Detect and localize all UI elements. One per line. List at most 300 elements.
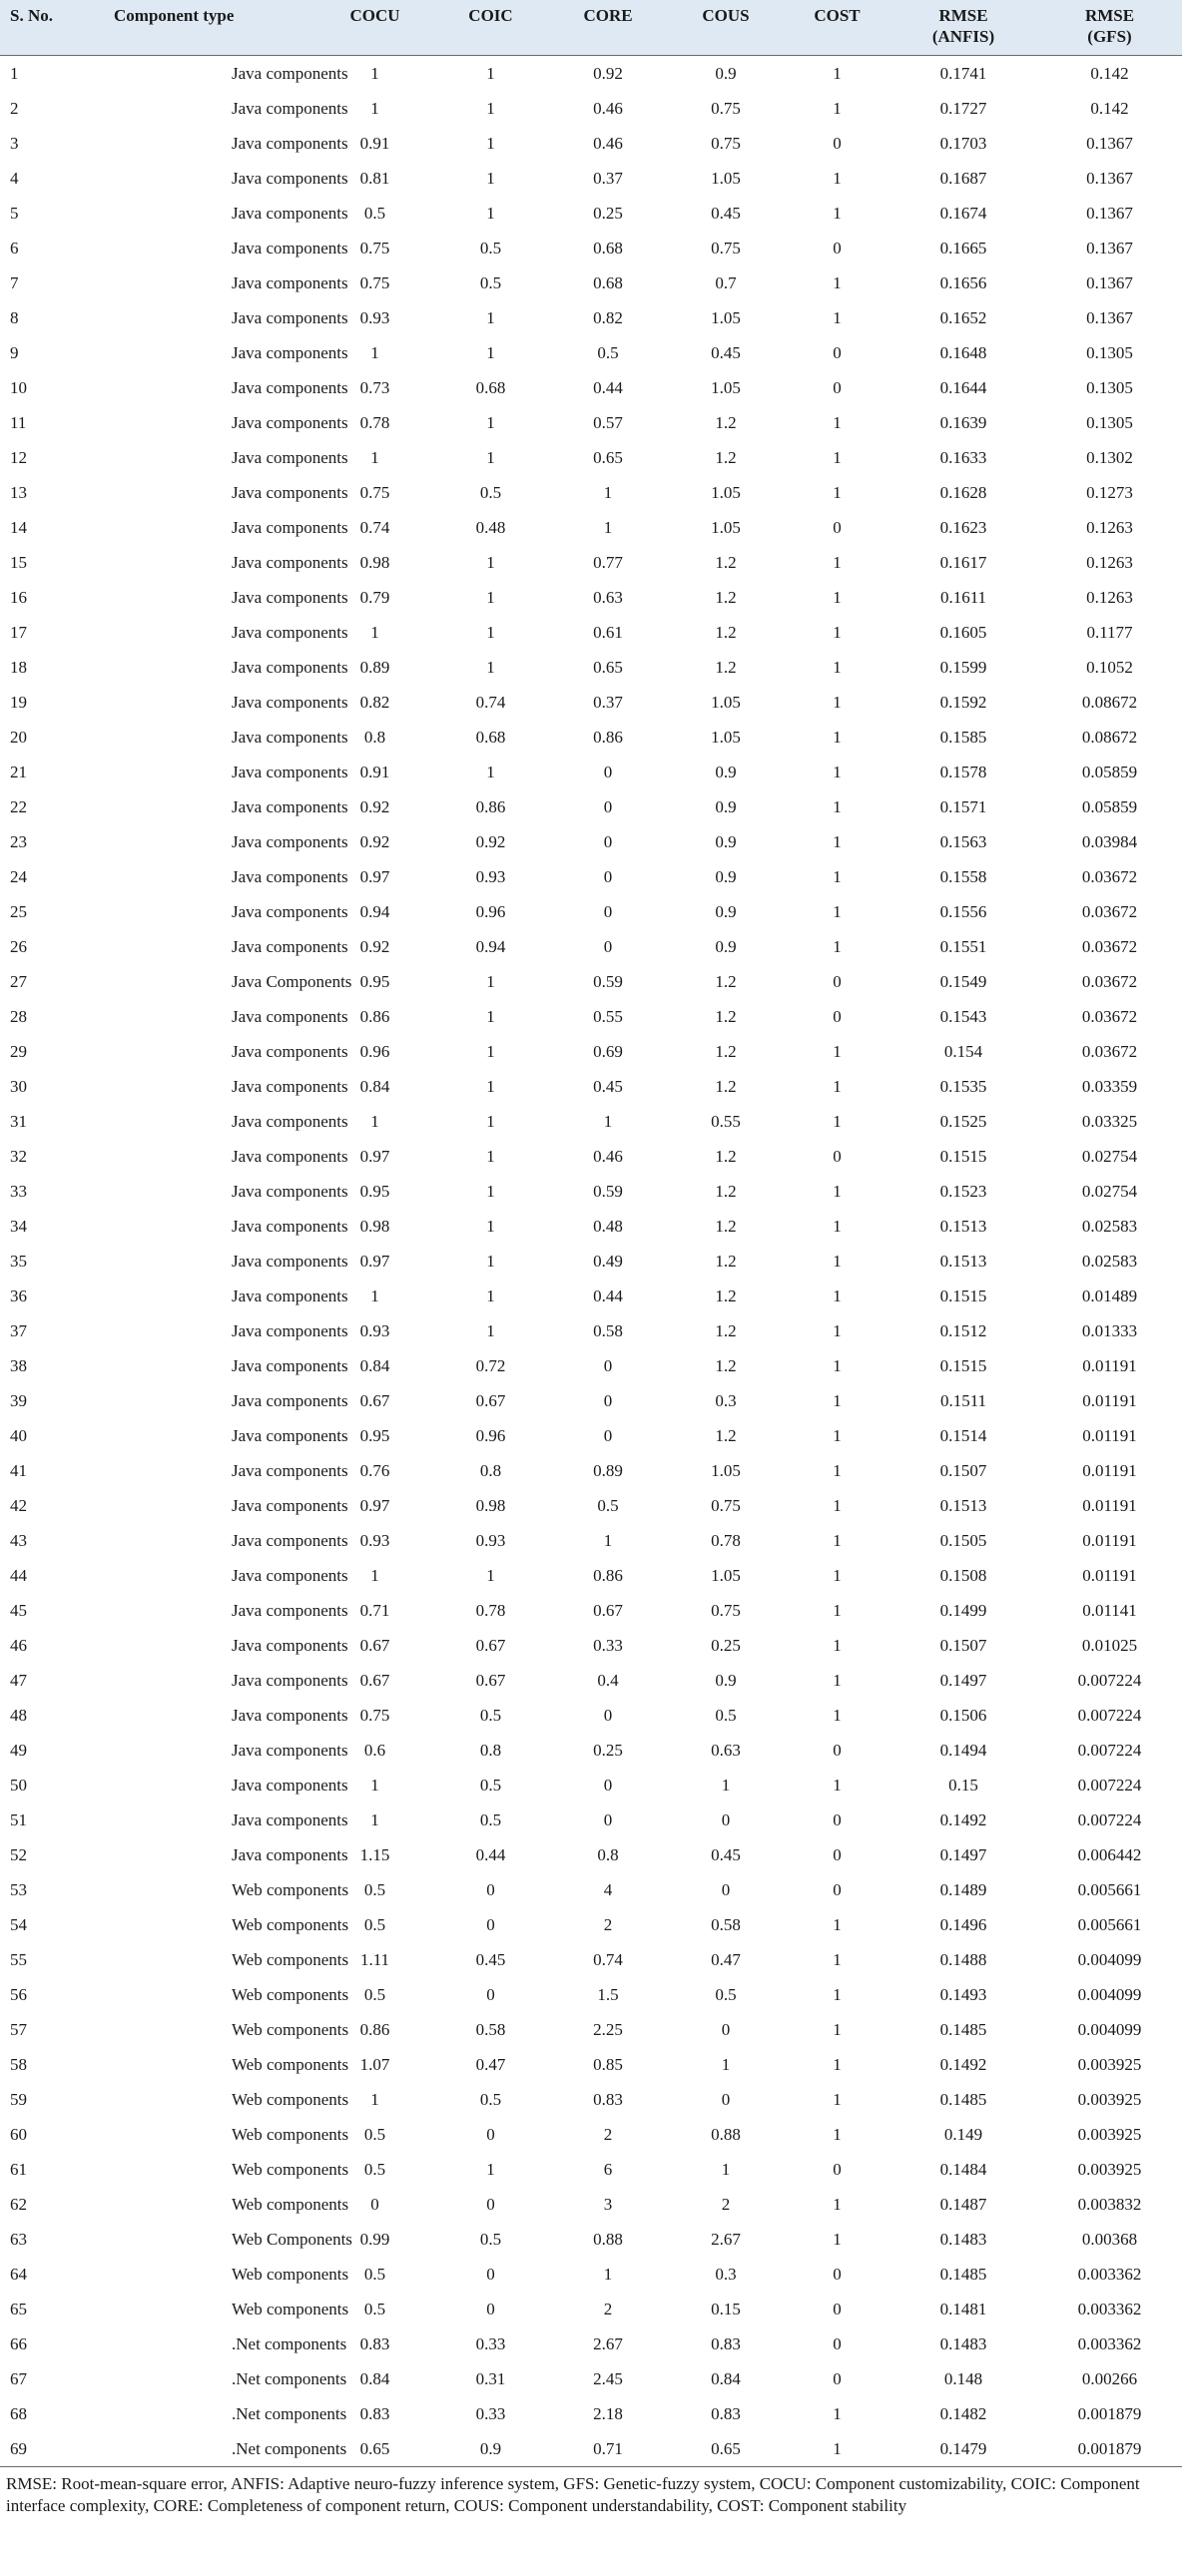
cell-type: .Net components: [232, 2333, 347, 2353]
cell-coic: 1: [486, 1076, 495, 1096]
cell-sno: 54: [10, 1914, 27, 1934]
cell-type: Java components: [232, 1565, 348, 1585]
cell-rmse-gfs: 0.1305: [1086, 412, 1133, 432]
cell-core: 0.46: [593, 98, 623, 118]
cell-rmse-gfs: 0.05859: [1081, 762, 1138, 781]
cell-coic: 0: [486, 1984, 495, 2004]
cell-type: Java components: [232, 1146, 348, 1166]
cell-type: Web components: [232, 2019, 349, 2039]
cell-type: Java components: [232, 1320, 348, 1340]
cell-coic: 1: [486, 1111, 495, 1131]
cell-rmse-gfs: 0.1305: [1086, 377, 1133, 397]
cell-type: .Net components: [110, 2431, 317, 2467]
cell-cost: 1: [833, 587, 842, 607]
cell-type: Java components: [232, 272, 348, 292]
table-row: [0, 510, 1182, 545]
cell-cocu: 0.93: [359, 1530, 390, 1550]
table-row: [0, 1872, 1182, 1907]
cell-rmse-anfis: 0.1611: [939, 587, 987, 607]
cell-sno: 13: [10, 482, 27, 502]
cell-cous: 0.9: [715, 762, 737, 781]
cell-rmse-anfis: 0.1513: [939, 1216, 987, 1236]
cell-sno: 7: [10, 272, 19, 292]
cell-type: Java components: [232, 1740, 348, 1760]
cell-cous: 0.45: [711, 342, 741, 362]
cell-core: 0.65: [593, 657, 623, 677]
cell-rmse-anfis: 0.1543: [939, 1006, 987, 1026]
cell-cost: 1: [833, 901, 842, 921]
cell-cost: 1: [833, 762, 842, 781]
table-row: [0, 91, 1182, 126]
cell-rmse-anfis: 0.1496: [939, 1914, 987, 1934]
cell-coic: 1: [486, 342, 495, 362]
cell-rmse-gfs: 0.02583: [1081, 1216, 1138, 1236]
cell-rmse-gfs: 0.01191: [1082, 1390, 1137, 1410]
header-core: CORE: [549, 0, 667, 55]
cell-rmse-gfs: 0.1305: [1086, 342, 1133, 362]
cell-core: 0.46: [593, 133, 623, 153]
table-row: [0, 2152, 1182, 2187]
cell-cost: 1: [833, 692, 842, 712]
cell-cocu: 0.5: [363, 203, 386, 223]
cell-rmse-gfs: 0.003362: [1077, 2264, 1142, 2284]
cell-coic: 0.8: [479, 1460, 502, 1480]
cell-core: 0: [603, 1355, 613, 1375]
cell-coic: 0.94: [475, 936, 506, 956]
cell-cocu: 0.86: [359, 1006, 390, 1026]
cell-cocu: 0.97: [359, 1495, 390, 1515]
cell-coic: 1: [486, 133, 495, 153]
cell-cocu: 1: [370, 1565, 379, 1585]
cell-rmse-gfs: 0.03672: [1081, 936, 1138, 956]
cell-cocu: 0.81: [359, 168, 390, 188]
cell-type: Java components: [232, 168, 348, 188]
cell-cost: 1: [833, 552, 842, 572]
cell-sno: 31: [10, 1111, 27, 1131]
table-row: [0, 1279, 1182, 1313]
cell-sno: 17: [10, 622, 27, 642]
cell-core: 0: [603, 1775, 613, 1795]
cell-cocu: 0.92: [359, 831, 390, 851]
cell-rmse-anfis: 0.1492: [939, 1809, 987, 1829]
cell-type: Java components: [232, 936, 348, 956]
cell-sno: 25: [10, 901, 27, 921]
cell-cocu: 1: [370, 447, 379, 467]
cell-cous: 0: [721, 2089, 731, 2109]
cell-cous: 0.83: [711, 2403, 741, 2423]
cell-cost: 1: [833, 727, 842, 747]
cell-sno: 11: [10, 412, 27, 432]
cell-rmse-gfs: 0.03672: [1081, 1041, 1138, 1061]
cell-cocu: 1: [370, 1286, 379, 1305]
cell-rmse-gfs: 0.01141: [1082, 1600, 1137, 1620]
cell-cost: 1: [833, 2229, 842, 2249]
cell-core: 0.74: [593, 1949, 623, 1969]
cell-sno: 34: [10, 1216, 27, 1236]
cell-cous: 0.45: [711, 1844, 741, 1864]
table-row: [0, 1488, 1182, 1523]
cell-cous: 0.25: [711, 1635, 741, 1655]
cell-rmse-gfs: 0.142: [1090, 63, 1129, 83]
table-row: [0, 1837, 1182, 1872]
cell-type: Java components: [232, 1670, 348, 1690]
cell-cocu: 0.93: [359, 307, 390, 327]
cell-cost: 1: [833, 2019, 842, 2039]
cell-rmse-gfs: 0.00266: [1081, 2368, 1138, 2388]
cell-sno: 12: [10, 447, 27, 467]
cell-sno: 53: [10, 1879, 27, 1899]
table-row: [0, 2292, 1182, 2326]
cell-cous: 1.2: [715, 657, 737, 677]
cell-rmse-gfs: 0.1263: [1086, 517, 1133, 537]
cell-type: Java components: [232, 796, 348, 816]
cell-rmse-gfs: 0.006442: [1077, 1844, 1142, 1864]
cell-type: Java components: [232, 1390, 348, 1410]
cell-type: Java components: [232, 342, 348, 362]
cell-cost: 1: [833, 2403, 842, 2423]
cell-cous: 0: [721, 2019, 731, 2039]
table-row: [0, 2047, 1182, 2082]
cell-cocu: 0.5: [363, 1984, 386, 2004]
cell-type: Java components: [232, 901, 348, 921]
cell-type: Web components: [232, 2159, 349, 2179]
cell-core: 0.44: [593, 377, 623, 397]
table-row: [0, 929, 1182, 964]
cell-rmse-anfis: 0.1481: [939, 2299, 987, 2318]
cell-rmse-gfs: 0.003362: [1077, 2299, 1142, 2318]
cell-rmse-anfis: 0.1578: [939, 762, 987, 781]
cell-cost: 1: [833, 1635, 842, 1655]
cell-cocu: 0.84: [359, 1076, 390, 1096]
cell-cocu: 0.75: [359, 238, 390, 258]
cell-core: 0.5: [597, 1495, 619, 1515]
table-row: [0, 2187, 1182, 2222]
cell-cost: 1: [833, 1076, 842, 1096]
cell-sno: 4: [10, 168, 19, 188]
cell-type: Java components: [232, 412, 348, 432]
cell-core: 6: [603, 2159, 613, 2179]
cell-rmse-anfis: 0.15: [948, 1775, 978, 1795]
header-cocu: COCU: [317, 0, 432, 55]
cell-cous: 0.63: [711, 1740, 741, 1760]
table-row: [0, 2257, 1182, 2292]
cell-core: 0.86: [593, 727, 623, 747]
cell-cous: 1.05: [711, 307, 741, 327]
cell-coic: 0.67: [475, 1390, 506, 1410]
cell-core: 0.57: [593, 412, 623, 432]
cell-rmse-gfs: 0.01333: [1081, 1320, 1138, 1340]
cell-sno: 62: [10, 2194, 27, 2214]
cell-coic: 0.68: [475, 727, 506, 747]
cell-sno: 20: [10, 727, 27, 747]
cell-rmse-gfs: 0.03672: [1081, 971, 1138, 991]
cell-rmse-anfis: 0.1599: [939, 657, 987, 677]
table-footnote: RMSE: Root-mean-square error, ANFIS: Adaptive neuro-fuzzy inference system, GFS: Genetic-fuzzy system, COCU: Component customizability, COIC: Component interface complexity, CORE: Completeness of component return, COUS: Component understandability, COST: Component stability: [6, 2473, 1140, 2515]
cell-core: 0.49: [593, 1251, 623, 1271]
cell-rmse-gfs: 0.01191: [1082, 1495, 1137, 1515]
cell-core: 0.55: [593, 1006, 623, 1026]
table-row: [0, 2396, 1182, 2431]
cell-cocu: 1: [370, 342, 379, 362]
cell-coic: 1: [486, 1216, 495, 1236]
cell-core: 0.46: [593, 1146, 623, 1166]
cell-sno: 50: [10, 1775, 27, 1795]
cell-rmse-anfis: 0.1513: [939, 1251, 987, 1271]
cell-coic: 1: [486, 1565, 495, 1585]
cell-coic: 1: [486, 657, 495, 677]
cell-cost: 1: [833, 1251, 842, 1271]
cell-cocu: 0.98: [359, 1216, 390, 1236]
cell-cous: 0.83: [711, 2333, 741, 2353]
cell-cous: 1.2: [715, 1216, 737, 1236]
cell-core: 0.86: [593, 1565, 623, 1585]
cell-coic: 0.86: [475, 796, 506, 816]
cell-rmse-anfis: 0.1703: [939, 133, 987, 153]
cell-rmse-gfs: 0.08672: [1081, 692, 1138, 712]
table-row: [0, 161, 1182, 196]
cell-coic: 1: [486, 1320, 495, 1340]
cell-rmse-gfs: 0.1263: [1086, 552, 1133, 572]
cell-cost: 1: [833, 1460, 842, 1480]
cell-cous: 1: [721, 1775, 731, 1795]
cell-cocu: 0.97: [359, 1146, 390, 1166]
cell-type: Java components: [232, 1181, 348, 1201]
cell-core: 0.68: [593, 238, 623, 258]
cell-rmse-anfis: 0.1482: [939, 2403, 987, 2423]
cell-rmse-gfs: 0.142: [1090, 98, 1129, 118]
cell-type: .Net components: [232, 2368, 347, 2388]
cell-cost: 1: [833, 831, 842, 851]
cell-core: 0.71: [549, 2431, 667, 2467]
cell-cost: 1: [833, 1181, 842, 1201]
cell-cous: 1.05: [711, 517, 741, 537]
cell-sno: 43: [10, 1530, 27, 1550]
cell-type: Web components: [232, 2054, 349, 2074]
cell-rmse-gfs: 0.1302: [1086, 447, 1133, 467]
cell-type: Java components: [232, 1425, 348, 1445]
cell-coic: 0.33: [475, 2333, 506, 2353]
cell-core: 3: [603, 2194, 613, 2214]
cell-rmse-anfis: 0.1493: [939, 1984, 987, 2004]
cell-core: 0.85: [593, 2054, 623, 2074]
cell-rmse-gfs: 0.007224: [1077, 1740, 1142, 1760]
cell-cocu: 0.97: [359, 866, 390, 886]
cell-sno: 63: [10, 2229, 27, 2249]
cell-type: Java components: [232, 98, 348, 118]
cell-sno: 32: [10, 1146, 27, 1166]
cell-cost: 0: [833, 971, 842, 991]
cell-coic: 1: [486, 1041, 495, 1061]
cell-rmse-anfis: 0.1489: [939, 1879, 987, 1899]
cell-sno: 56: [10, 1984, 27, 2004]
cell-cost: 1: [833, 936, 842, 956]
cell-coic: 0.58: [475, 2019, 506, 2039]
cell-core: 1: [603, 482, 613, 502]
cell-rmse-gfs: 0.1263: [1086, 587, 1133, 607]
cell-core: 0: [603, 1425, 613, 1445]
table-row: [0, 1313, 1182, 1348]
cell-rmse-gfs: 0.03672: [1081, 1006, 1138, 1026]
table-row: [0, 1069, 1182, 1104]
cell-cous: 0.78: [711, 1530, 741, 1550]
cell-cocu: 0.5: [363, 2299, 386, 2318]
cell-rmse-gfs: 0.01191: [1082, 1565, 1137, 1585]
cell-sno: 51: [10, 1809, 27, 1829]
table-row: [0, 1558, 1182, 1593]
cell-type: Java components: [232, 1705, 348, 1725]
cell-rmse-anfis: 0.1551: [939, 936, 987, 956]
cell-type: Java components: [232, 692, 348, 712]
table-row: [0, 231, 1182, 265]
cell-rmse-gfs: 0.005661: [1077, 1879, 1142, 1899]
cell-cocu: 0.97: [359, 1251, 390, 1271]
cell-core: 1: [603, 517, 613, 537]
table-row: [0, 196, 1182, 231]
cell-rmse-gfs: 0.001879: [1037, 2431, 1182, 2467]
cell-rmse-anfis: 0.1484: [939, 2159, 987, 2179]
table-row: [0, 440, 1182, 475]
cell-cost: 1: [833, 63, 842, 83]
cell-core: 0: [603, 831, 613, 851]
cell-cous: 1: [721, 2054, 731, 2074]
cell-cost: 0: [833, 238, 842, 258]
cell-rmse-anfis: 0.1535: [939, 1076, 987, 1096]
cell-coic: 1: [486, 762, 495, 781]
cell-core: 0.68: [593, 272, 623, 292]
cell-cous: 0.9: [715, 63, 737, 83]
cell-cost: 1: [833, 482, 842, 502]
cell-core: 0.37: [593, 692, 623, 712]
cell-rmse-anfis: 0.1515: [939, 1355, 987, 1375]
table-row: [0, 1418, 1182, 1453]
cell-cost: 0: [833, 133, 842, 153]
cell-cous: 0.75: [711, 98, 741, 118]
cell-cous: 1.2: [715, 1355, 737, 1375]
cell-type: Java components: [232, 1286, 348, 1305]
cell-rmse-anfis: 0.1687: [939, 168, 987, 188]
cell-cost: 0: [833, 1006, 842, 1026]
cell-sno: 16: [10, 587, 27, 607]
cell-type: Java components: [232, 622, 348, 642]
cell-core: 0.69: [593, 1041, 623, 1061]
cell-rmse-gfs: 0.004099: [1077, 1949, 1142, 1969]
cell-sno: 42: [10, 1495, 27, 1515]
cell-coic: 0.9: [432, 2431, 549, 2467]
cell-cous: 0.88: [711, 2124, 741, 2144]
table-row: [0, 1663, 1182, 1698]
cell-sno: 60: [10, 2124, 27, 2144]
table-row: [0, 1733, 1182, 1768]
cell-cost: 0: [833, 2264, 842, 2284]
cell-rmse-gfs: 0.003925: [1077, 2159, 1142, 2179]
cell-coic: 0.5: [479, 1705, 502, 1725]
cell-sno: 67: [10, 2368, 27, 2388]
cell-coic: 1: [486, 203, 495, 223]
cell-type: Java components: [232, 1530, 348, 1550]
cell-cost: 1: [833, 203, 842, 223]
table-row: [0, 580, 1182, 615]
cell-cocu: 0.92: [359, 796, 390, 816]
cell-type: Java components: [232, 1600, 348, 1620]
cell-type: Java components: [232, 587, 348, 607]
cell-cocu: 0.84: [359, 2368, 390, 2388]
cell-rmse-anfis: 0.1511: [939, 1390, 987, 1410]
cell-rmse-gfs: 0.007224: [1077, 1775, 1142, 1795]
cell-cocu: 0.67: [359, 1635, 390, 1655]
cell-cous: 1.2: [715, 1006, 737, 1026]
cell-rmse-anfis: 0.149: [943, 2124, 983, 2144]
cell-coic: 0.8: [479, 1740, 502, 1760]
cell-sno: 52: [10, 1844, 27, 1864]
cell-core: 0.59: [593, 971, 623, 991]
cell-cocu: 0.5: [363, 2264, 386, 2284]
cell-sno: 55: [10, 1949, 27, 1969]
cell-cost: 0: [833, 377, 842, 397]
table-row: [0, 1383, 1182, 1418]
cell-cocu: 0.74: [359, 517, 390, 537]
cell-core: 2: [603, 2299, 613, 2318]
cell-rmse-anfis: 0.1485: [939, 2264, 987, 2284]
cell-rmse-gfs: 0.03359: [1081, 1076, 1138, 1096]
cell-type: Java components: [232, 831, 348, 851]
table-row: [0, 1034, 1182, 1069]
cell-core: 2: [603, 1914, 613, 1934]
cell-cocu: 0.78: [359, 412, 390, 432]
cell-coic: 0.48: [475, 517, 506, 537]
cell-type: Java components: [232, 1355, 348, 1375]
cell-coic: 0.78: [475, 1600, 506, 1620]
cell-core: 4: [603, 1879, 613, 1899]
cell-cocu: 0.91: [359, 762, 390, 781]
cell-cocu: 1.07: [359, 2054, 390, 2074]
cell-type: Java components: [232, 552, 348, 572]
cell-sno: 8: [10, 307, 19, 327]
cell-type: Java components: [232, 1006, 348, 1026]
cell-rmse-anfis: 0.1508: [939, 1565, 987, 1585]
cell-core: 0.88: [593, 2229, 623, 2249]
cell-rmse-gfs: 0.01025: [1081, 1635, 1138, 1655]
cell-sno: 47: [10, 1670, 27, 1690]
cell-rmse-gfs: 0.001879: [1077, 2403, 1142, 2423]
header-cous: COUS: [667, 0, 785, 55]
cell-rmse-gfs: 0.03672: [1081, 866, 1138, 886]
cell-cous: 0.84: [711, 2368, 741, 2388]
cell-type: Java components: [232, 1041, 348, 1061]
table-row: [0, 2222, 1182, 2257]
cell-type: Java components: [232, 307, 348, 327]
cell-rmse-anfis: 0.148: [943, 2368, 983, 2388]
header-component-type: Component type: [110, 0, 317, 55]
cell-cous: 1: [721, 2159, 731, 2179]
cell-cost: 1: [833, 447, 842, 467]
table-row: [0, 650, 1182, 685]
cell-cost: 1: [833, 1775, 842, 1795]
cell-rmse-gfs: 0.004099: [1077, 2019, 1142, 2039]
cell-cocu: 1: [370, 1775, 379, 1795]
cell-core: 0.45: [593, 1076, 623, 1096]
cell-coic: 1: [486, 412, 495, 432]
cell-type: Java components: [232, 1844, 348, 1864]
cell-cost: 1: [833, 2124, 842, 2144]
cell-cous: 0.75: [711, 1495, 741, 1515]
cell-rmse-anfis: 0.1483: [939, 2229, 987, 2249]
cell-sno: 58: [10, 2054, 27, 2074]
cell-rmse-gfs: 0.1367: [1086, 168, 1133, 188]
cell-coic: 0.31: [475, 2368, 506, 2388]
cell-type: Java components: [232, 657, 348, 677]
cell-coic: 1: [486, 622, 495, 642]
cell-type: Java components: [232, 1076, 348, 1096]
